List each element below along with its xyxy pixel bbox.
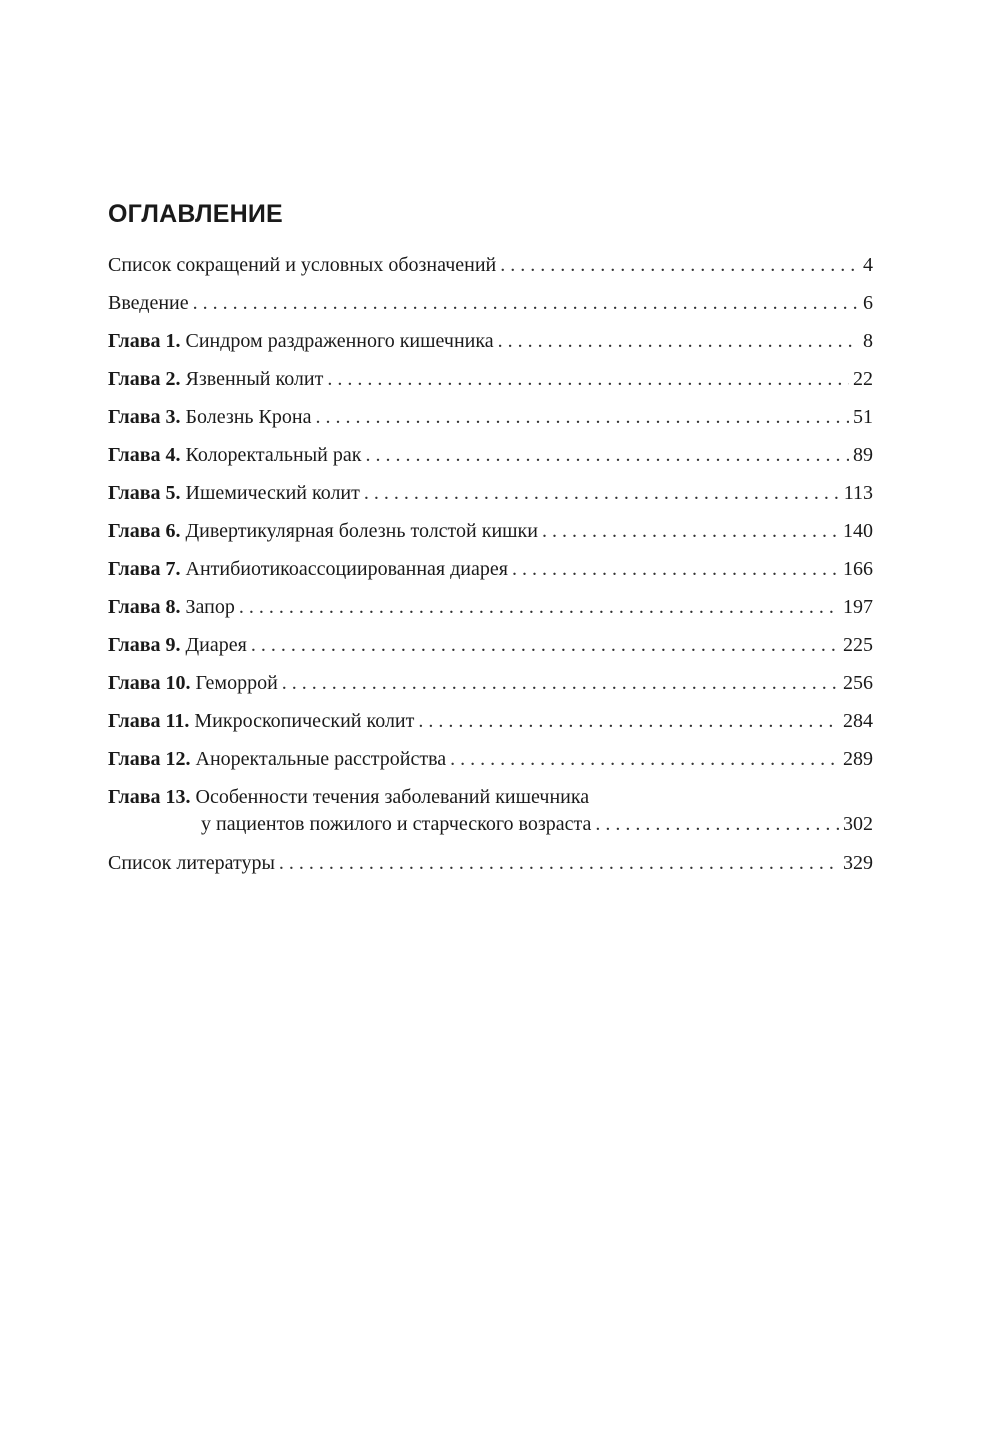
toc-entry-chapter-13[interactable] [108,782,873,848]
toc-entry-page: 329 [843,852,873,874]
toc-entry-chapter-1[interactable] [108,326,873,364]
toc-entry-page: 289 [843,748,873,770]
toc-entry-chapter-label: Глава 5. [108,482,181,504]
toc-entry-chapter-9[interactable] [108,630,873,668]
toc-entry-abbreviations[interactable] [108,250,873,288]
toc-entry-title: Список сокращений и условных обозначений [108,254,497,276]
toc-entry-page: 166 [843,558,873,580]
toc-entry-title: Язвенный колит [185,368,324,390]
toc-entry-page: 89 [853,444,873,466]
toc-entry-chapter-label: Глава 2. [108,368,181,390]
toc-entry-chapter-label: Глава 3. [108,406,181,428]
toc-leader-dots [365,440,849,470]
toc-entry-page: 302 [843,813,873,835]
toc-entry-chapter-4[interactable] [108,440,873,478]
toc-leader-dots [498,326,859,356]
toc-entry-page: 8 [863,330,873,352]
toc-entry-chapter-label: Глава 10. [108,672,191,694]
toc-entry-title: Болезнь Крона [185,406,312,428]
toc-leader-dots [251,630,839,660]
toc-entry-chapter-8[interactable] [108,592,873,630]
toc-entry-chapter-label: Глава 13. [108,786,191,808]
toc-entry-title: Микроскопический колит [194,710,415,732]
toc-entry-chapter-11[interactable] [108,706,873,744]
toc-entry-page: 140 [843,520,873,542]
toc-entry-title-continuation: у пациентов пожилого и старческого возраста [201,813,592,835]
toc-entry-page: 225 [843,634,873,656]
toc-entry-title: Колоректальный рак [185,444,362,466]
toc-leader-dots [239,592,839,622]
toc-leader-dots [193,288,859,318]
toc-leader-dots [418,706,839,736]
toc-entry-title: Ишемический колит [185,482,360,504]
toc-heading: ОГЛАВЛЕНИЕ [108,200,283,228]
toc-entry-chapter-2[interactable] [108,364,873,402]
toc-entry-title: Диарея [185,634,247,656]
toc-entry-chapter-6[interactable] [108,516,873,554]
toc-leader-dots [450,744,839,774]
toc-entry-page: 22 [853,368,873,390]
toc-entry-page: 256 [843,672,873,694]
toc-list [108,250,873,886]
toc-entry-chapter-5[interactable] [108,478,873,516]
toc-entry-title: Список литературы [108,852,275,874]
toc-leader-dots [327,364,849,394]
toc-entry-title: Введение [108,292,189,314]
toc-entry-page: 113 [843,482,873,504]
toc-entry-page: 51 [853,406,873,428]
toc-entry-title: Запор [185,596,235,618]
toc-entry-title: Особенности течения заболеваний кишечника [195,786,590,808]
toc-entry-chapter-label: Глава 12. [108,748,191,770]
toc-leader-dots [315,402,849,432]
toc-entry-chapter-label: Глава 11. [108,710,190,732]
toc-entry-title: Аноректальные расстройства [195,748,447,770]
toc-entry-page: 284 [843,710,873,732]
toc-entry-chapter-3[interactable] [108,402,873,440]
toc-entry-title: Геморрой [195,672,278,694]
toc-entry-title: Синдром раздраженного кишечника [185,330,494,352]
toc-leader-dots [282,668,839,698]
toc-entry-title: Дивертикулярная болезнь толстой кишки [185,520,538,542]
toc-leader-dots [595,812,839,836]
toc-entry-chapter-label: Глава 7. [108,558,181,580]
toc-leader-dots [279,848,839,878]
toc-entry-chapter-label: Глава 6. [108,520,181,542]
toc-entry-chapter-label: Глава 8. [108,596,181,618]
toc-entry-page: 197 [843,596,873,618]
toc-entry-introduction[interactable] [108,288,873,326]
toc-entry-title: Антибиотикоассоциированная диарея [185,558,508,580]
toc-entry-references[interactable] [108,848,873,886]
toc-entry-page: 4 [863,254,873,276]
toc-leader-dots [500,250,859,280]
toc-entry-chapter-10[interactable] [108,668,873,706]
toc-entry-chapter-label: Глава 1. [108,330,181,352]
toc-entry-page: 6 [863,292,873,314]
toc-leader-dots [542,516,839,546]
toc-entry-chapter-12[interactable] [108,744,873,782]
toc-leader-dots [512,554,839,584]
toc-leader-dots [364,478,840,508]
toc-entry-chapter-7[interactable] [108,554,873,592]
toc-entry-chapter-label: Глава 4. [108,444,181,466]
toc-entry-chapter-label: Глава 9. [108,634,181,656]
